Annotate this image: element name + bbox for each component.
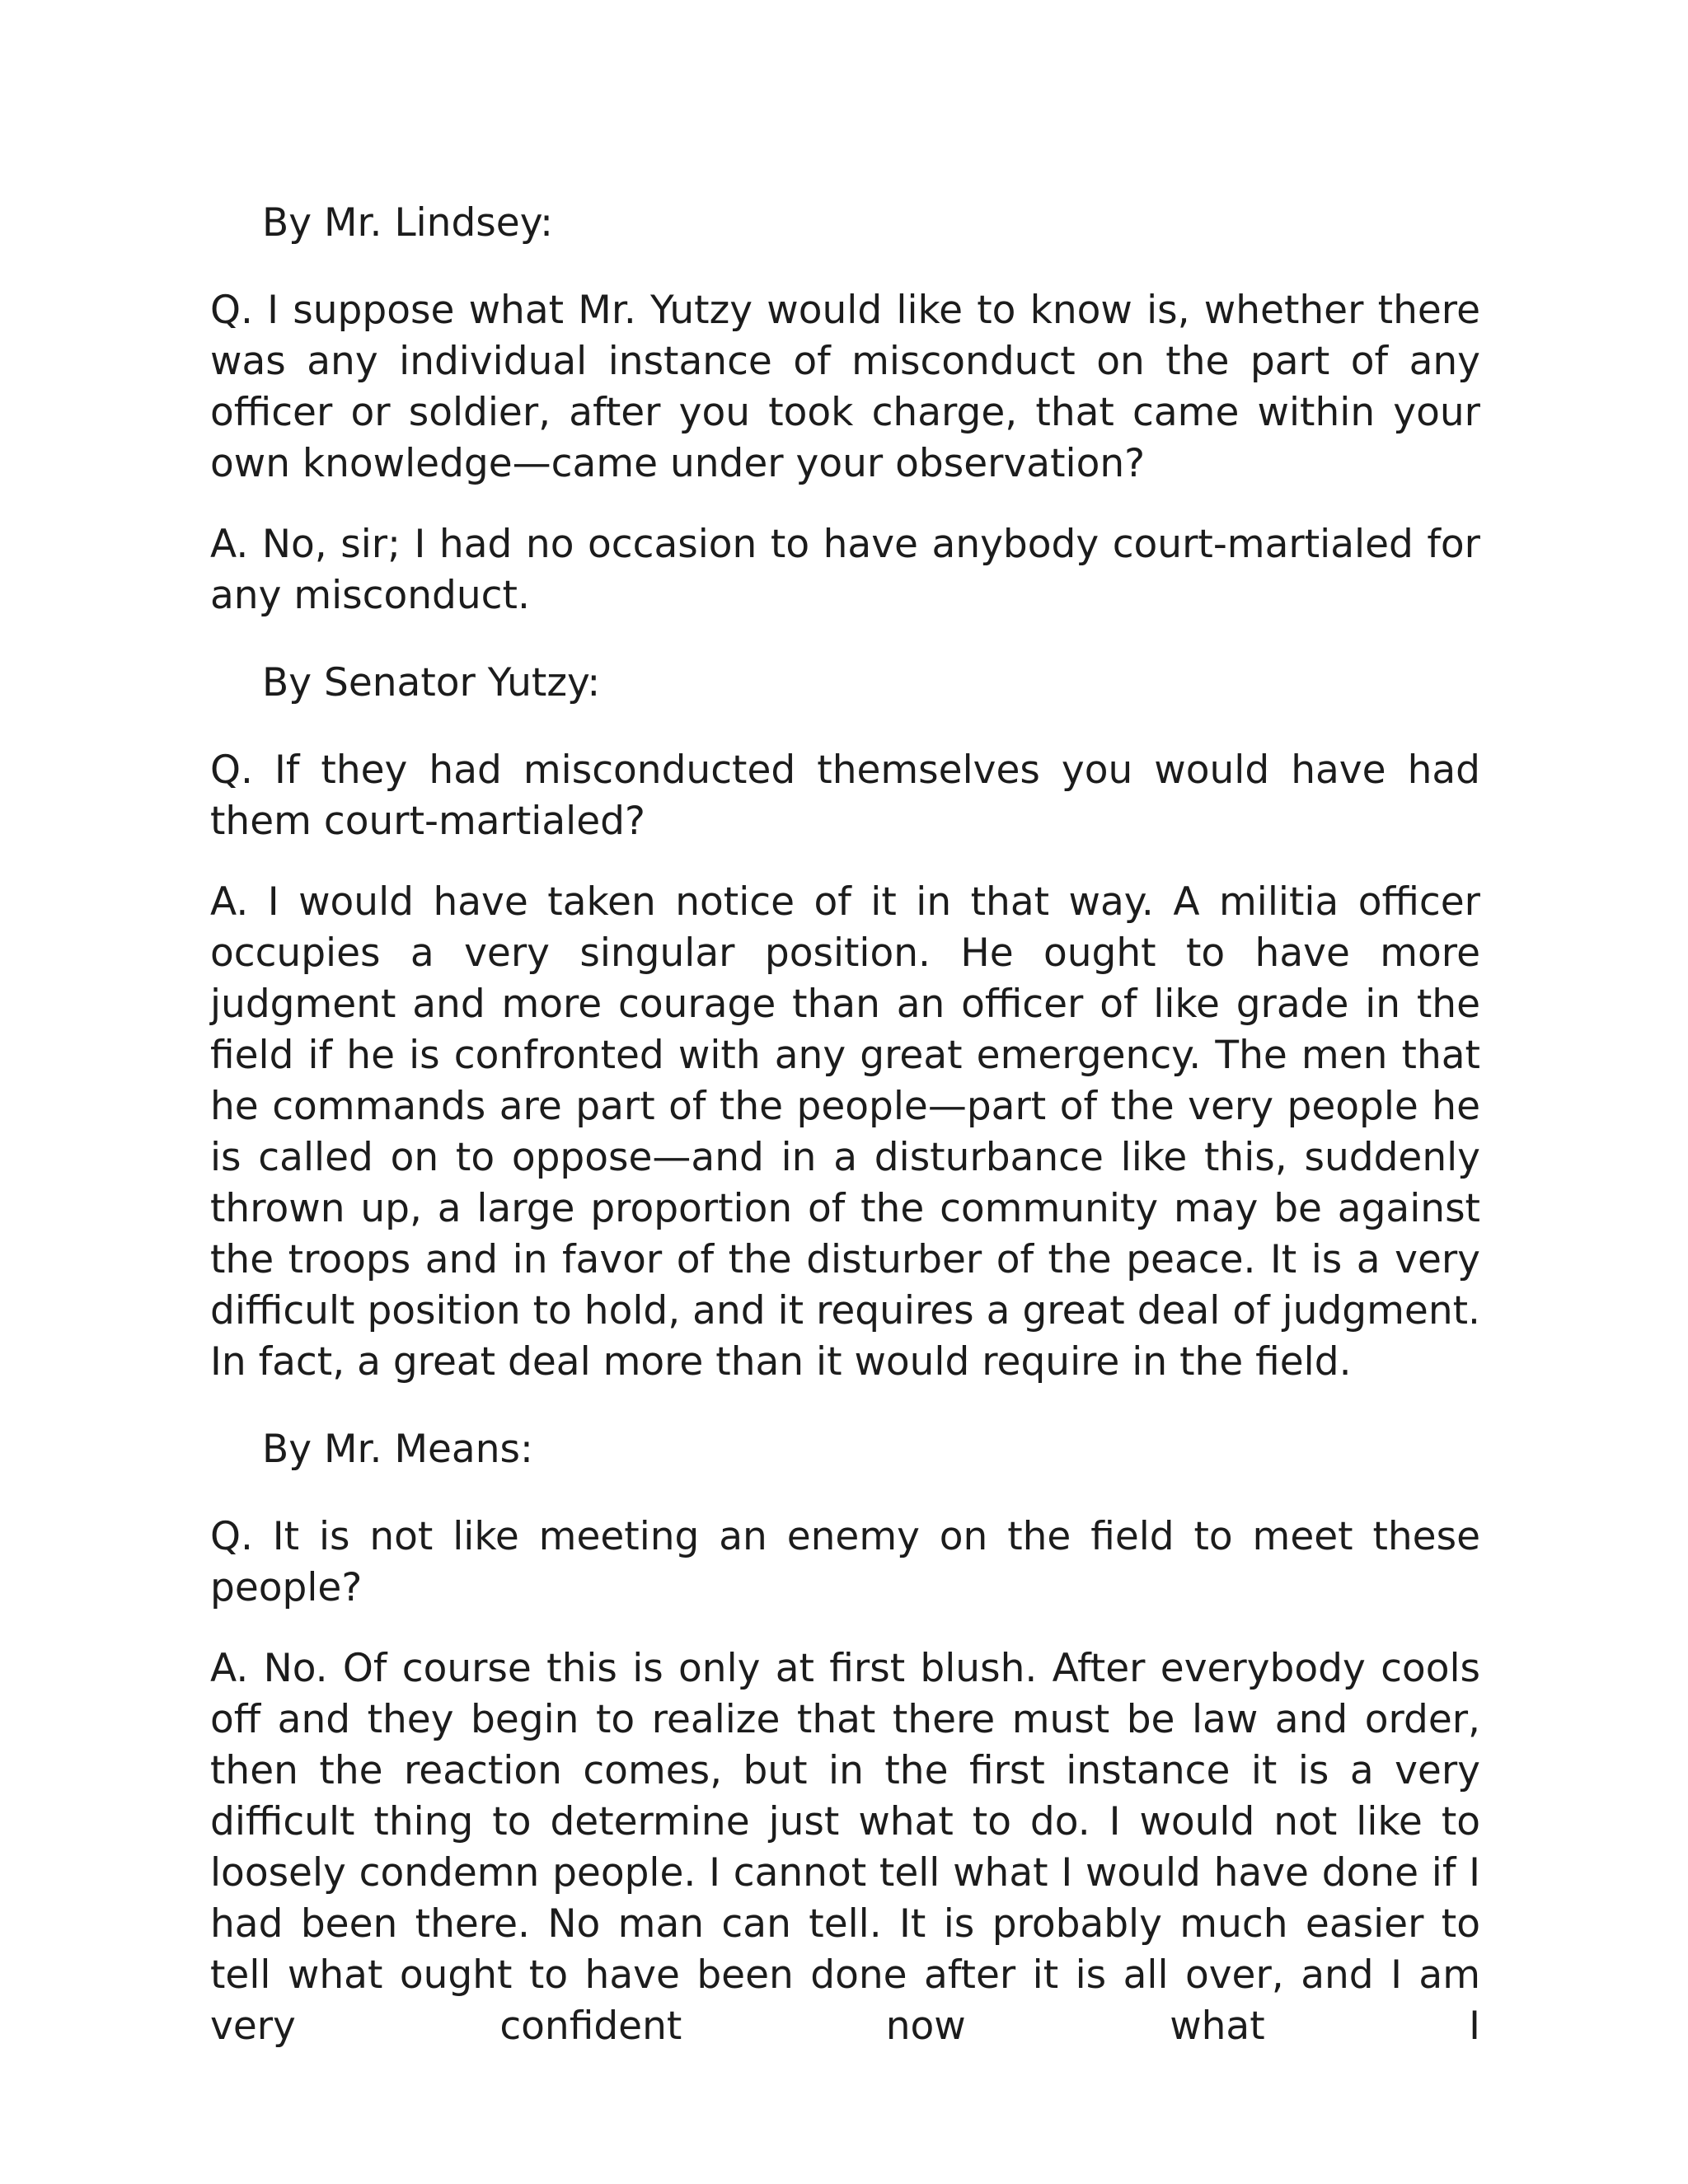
speaker-heading-means: By Mr. Means: (262, 1427, 533, 1472)
question-paragraph: Q. If they had misconducted themselves you would have had them court-martialed? (210, 748, 1480, 844)
answer-paragraph: A. No. Of course this is only at first blush. After everybody cools off and they begin to realize that there must be law and order, then the reaction comes, but in the first instance it is a very difficult thing to determine just what to do. I would not like to loosely condemn people. I cannot tell what I would have done if I had been there. No man can tell. It is probably much easier to tell what ought to have been done after it is all over, and I am very confident now what I (210, 1646, 1480, 2049)
answer-paragraph: A. No, sir; I had no occasion to have anybody court-martialed for any misconduct. (210, 522, 1480, 618)
question-paragraph: Q. It is not like meeting an enemy on the field to meet these people? (210, 1514, 1480, 1610)
speaker-heading-lindsey: By Mr. Lindsey: (262, 200, 553, 246)
question-paragraph: Q. I suppose what Mr. Yutzy would like to know is, whether there was any individual instance of misconduct on the part of any officer or soldier, after you took charge, that came within your own knowledge—came under your observation? (210, 288, 1480, 486)
answer-paragraph: A. I would have taken notice of it in that way. A militia officer occupies a very singular position. He ought to have more judgment and more courage than an officer of like grade in the field if he is confronted with any great emergency. The men that he commands are part of the people—part of the very people he is called on to oppose—and in a disturbance like this, suddenly thrown up, a large proportion of the community may be against the troops and in favor of the disturber of the peace. It is a very difficult position to hold, and it requires a great deal of judgment. In fact, a great deal more than it would require in the field. (210, 879, 1480, 1385)
speaker-heading-yutzy: By Senator Yutzy: (262, 660, 601, 705)
